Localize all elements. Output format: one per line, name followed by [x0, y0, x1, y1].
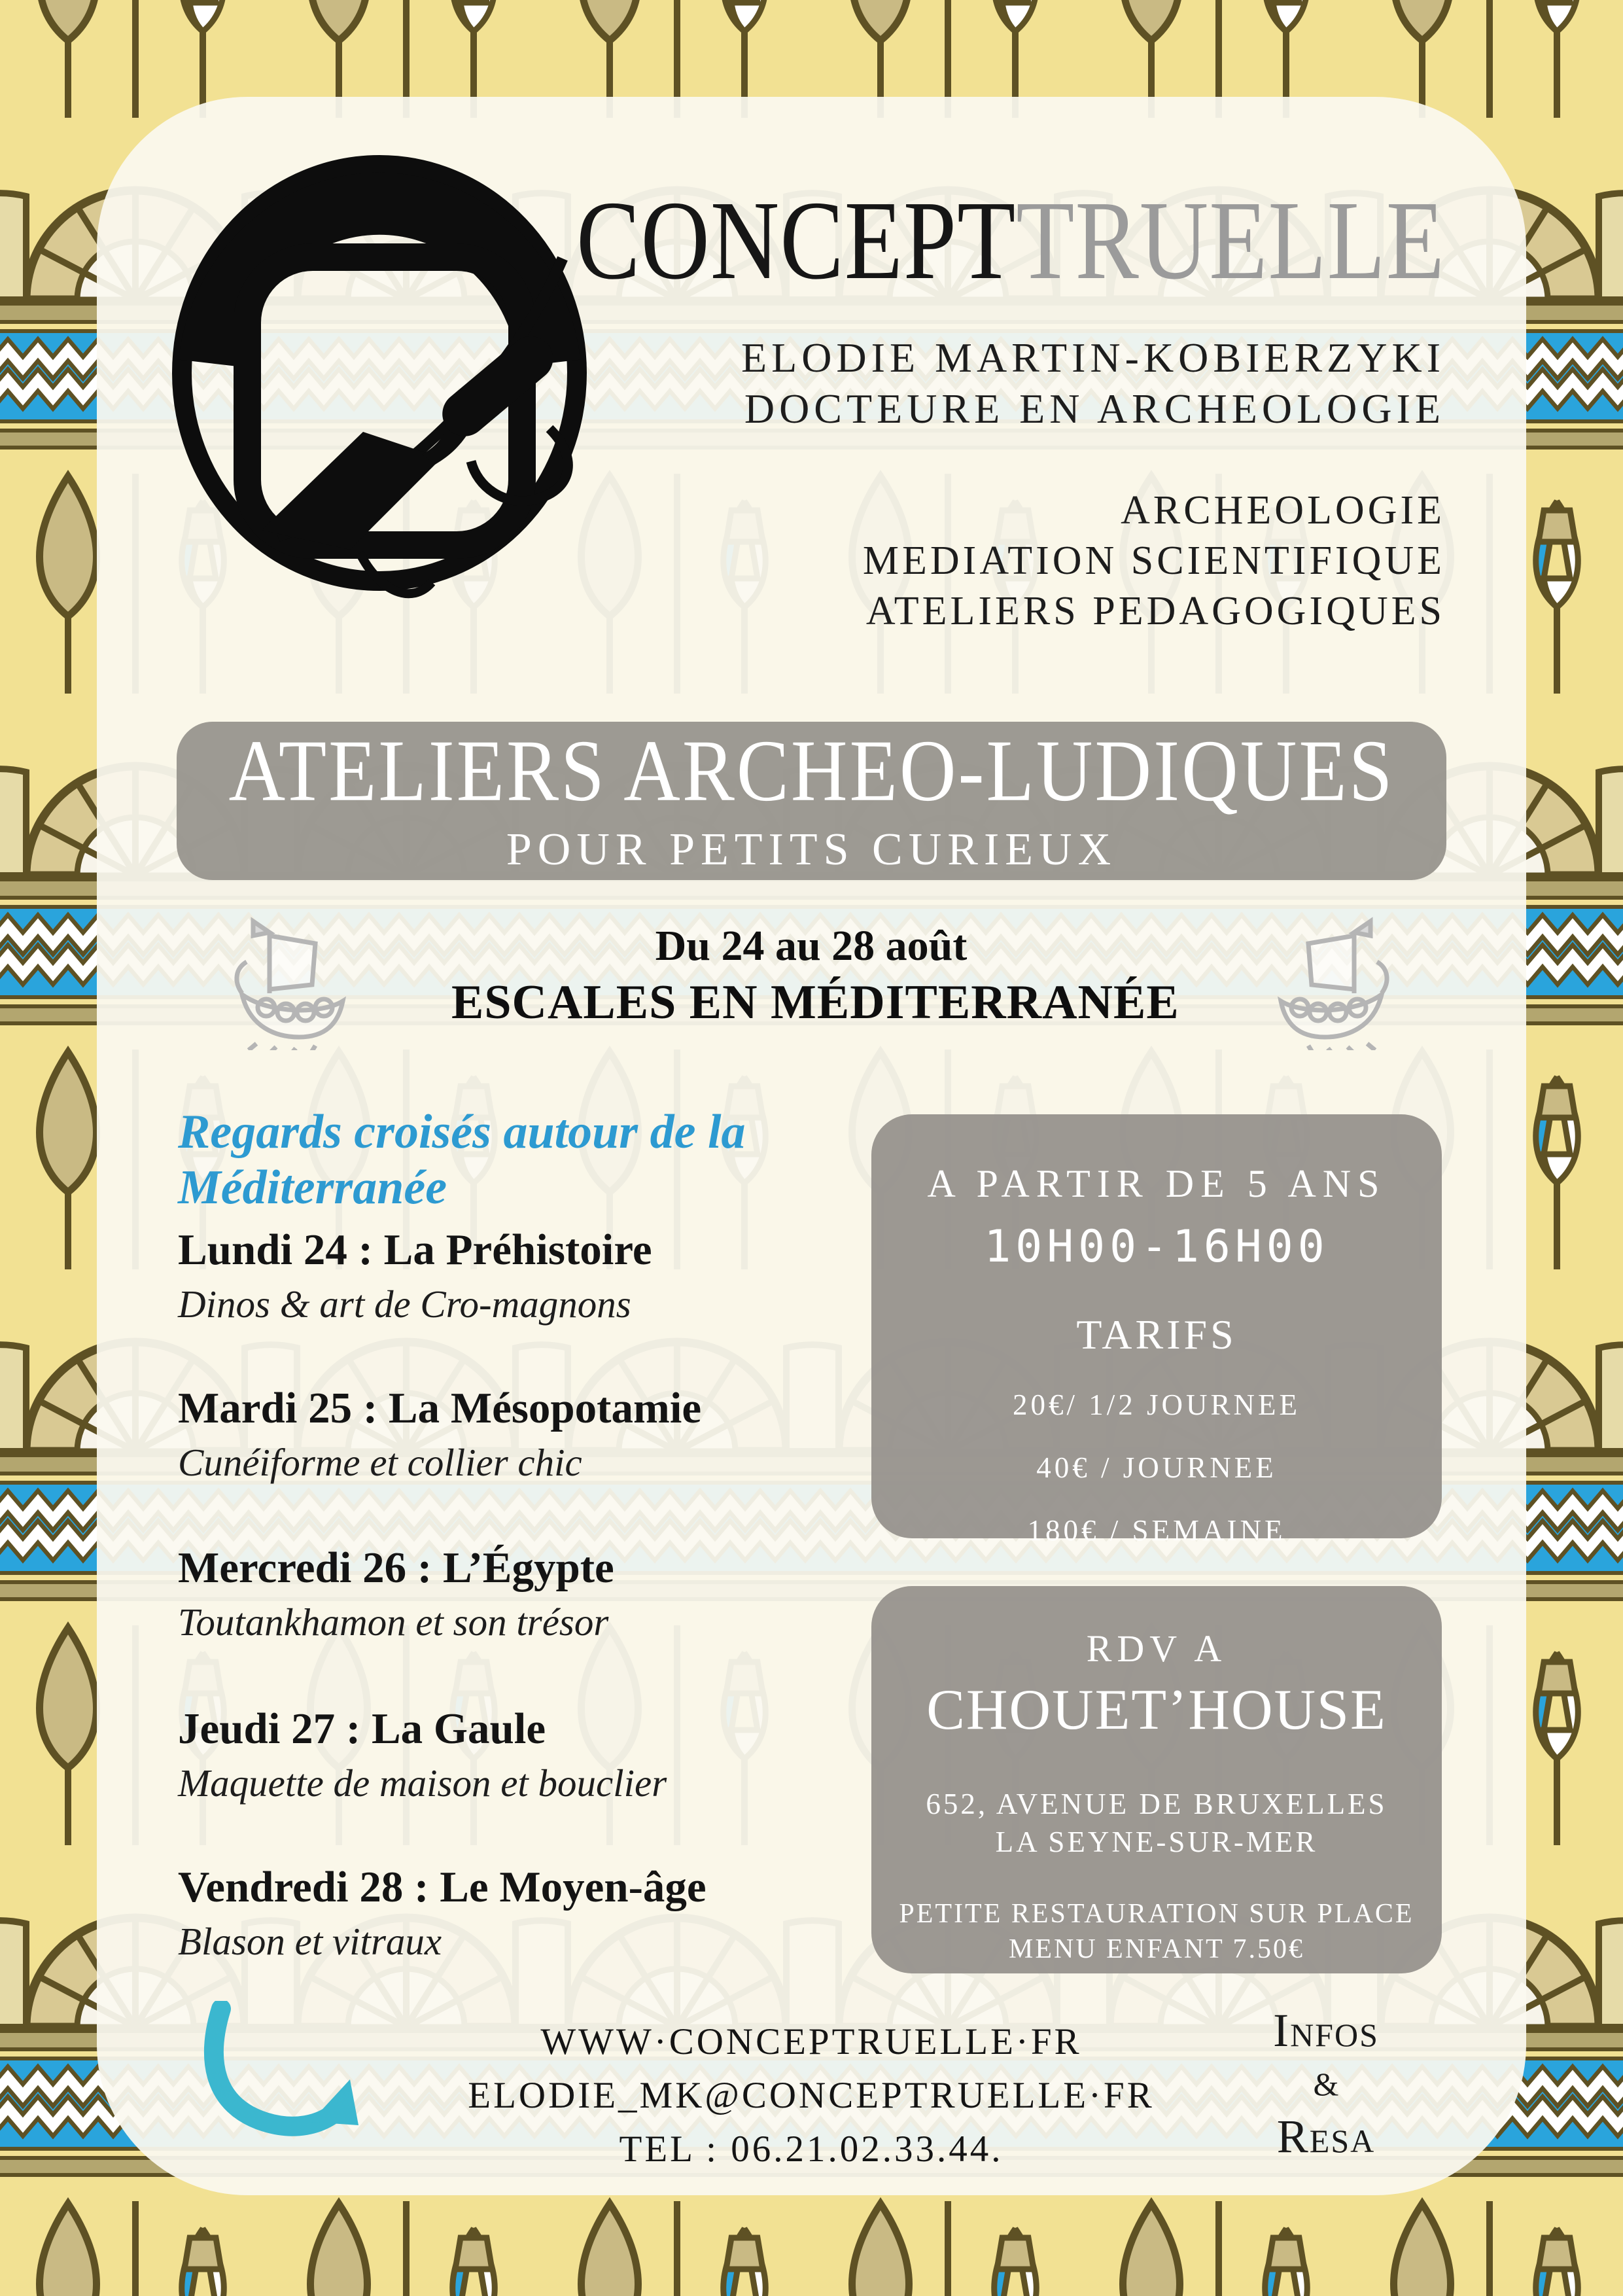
- venue-rdv: RDV A: [1086, 1627, 1227, 1670]
- contact-website: WWW·CONCEPTRUELLE·FR: [540, 2021, 1082, 2062]
- venue-note-line1: PETITE RESTAURATION SUR PLACE: [899, 1898, 1414, 1929]
- program-day-wednesday: [178, 1543, 898, 1645]
- infos-resa-block: [1231, 2006, 1421, 2161]
- venue-address-line2: LA SEYNE-SUR-MER: [995, 1825, 1318, 1858]
- day-activity: Maquette de maison et bouclier: [178, 1761, 667, 1805]
- venue-name: CHOUET’HOUSE: [926, 1678, 1387, 1742]
- conceptruelle-trowel-logo-icon: [164, 147, 595, 599]
- tarifs-box: [871, 1114, 1442, 1547]
- venue-note-line2: MENU ENFANT 7.50€: [1009, 1934, 1304, 1965]
- price-week: 180€ / SEMAINE: [1027, 1514, 1286, 1547]
- program-day-tuesday: [178, 1383, 898, 1485]
- day-activity: Toutankhamon et son trésor: [178, 1600, 609, 1644]
- main-banner: [177, 722, 1446, 880]
- dates-block: [451, 921, 1179, 1031]
- day-title: Lundi 24 : La Préhistoire: [178, 1226, 652, 1274]
- day-activity: Cunéiforme et collier chic: [178, 1441, 582, 1484]
- galley-boat-icon: [1272, 916, 1393, 1050]
- contact-email: ELODIE_MK@CONCEPTRUELLE·FR: [468, 2075, 1155, 2117]
- banner-subtitle: POUR PETITS CURIEUX: [506, 824, 1117, 875]
- dates-theme: ESCALES EN MÉDITERRANÉE: [451, 976, 1179, 1029]
- galley-boat-icon: [230, 916, 351, 1050]
- venue-address-line1: 652, AVENUE DE BRUXELLES: [926, 1788, 1387, 1820]
- day-title: Mercredi 26 : L’Égypte: [178, 1544, 614, 1592]
- day-activity: Blason et vitraux: [178, 1920, 442, 1963]
- program-day-friday: [178, 1862, 898, 1964]
- contact-phone: TEL : 06.21.02.33.44.: [619, 2128, 1003, 2170]
- program-day-thursday: [178, 1704, 898, 1806]
- day-activity: Dinos & art de Cro-magnons: [178, 1282, 631, 1326]
- service-ateliers: ATELIERS PEDAGOGIQUES: [865, 588, 1445, 633]
- ampersand: &: [1313, 2065, 1339, 2102]
- services-block: [863, 486, 1445, 637]
- dates-range: Du 24 au 28 août: [655, 922, 968, 970]
- brand-title: [576, 175, 1445, 305]
- teal-arrow-icon: [196, 2001, 373, 2155]
- person-title: DOCTEURE EN ARCHEOLOGIE: [744, 385, 1445, 433]
- program-heading: Regards croisés autour de la Méditerranée: [178, 1105, 746, 1215]
- price-half-day: 20€/ 1/2 JOURNEE: [1013, 1388, 1300, 1421]
- tarifs-title: TARIFS: [1076, 1311, 1237, 1358]
- resa-label: Resa: [1276, 2110, 1376, 2163]
- day-title: Mardi 25 : La Mésopotamie: [178, 1384, 702, 1432]
- hours-info: 10H00-16H00: [984, 1221, 1329, 1273]
- age-info: A PARTIR DE 5 ANS: [927, 1162, 1386, 1205]
- brand-title-truelle: TRUELLE: [1016, 177, 1445, 303]
- person-name: ELODIE MARTIN-KOBIERZYKI: [741, 334, 1445, 381]
- brand-title-concept: CONCEPT: [576, 177, 1017, 303]
- service-mediation: MEDIATION SCIENTIFIQUE: [862, 538, 1445, 583]
- program-day-monday: [178, 1225, 898, 1327]
- banner-title: ATELIERS ARCHEO-LUDIQUES: [228, 721, 1395, 819]
- day-title: Vendredi 28 : Le Moyen-âge: [178, 1863, 707, 1911]
- person-block: [741, 332, 1445, 434]
- contact-block: [399, 2015, 1223, 2176]
- venue-box: [871, 1586, 1442, 1973]
- price-day: 40€ / JOURNEE: [1036, 1451, 1277, 1484]
- service-archeologie: ARCHEOLOGIE: [1121, 488, 1445, 533]
- day-title: Jeudi 27 : La Gaule: [178, 1704, 546, 1753]
- infos-label: Infos: [1273, 2004, 1379, 2057]
